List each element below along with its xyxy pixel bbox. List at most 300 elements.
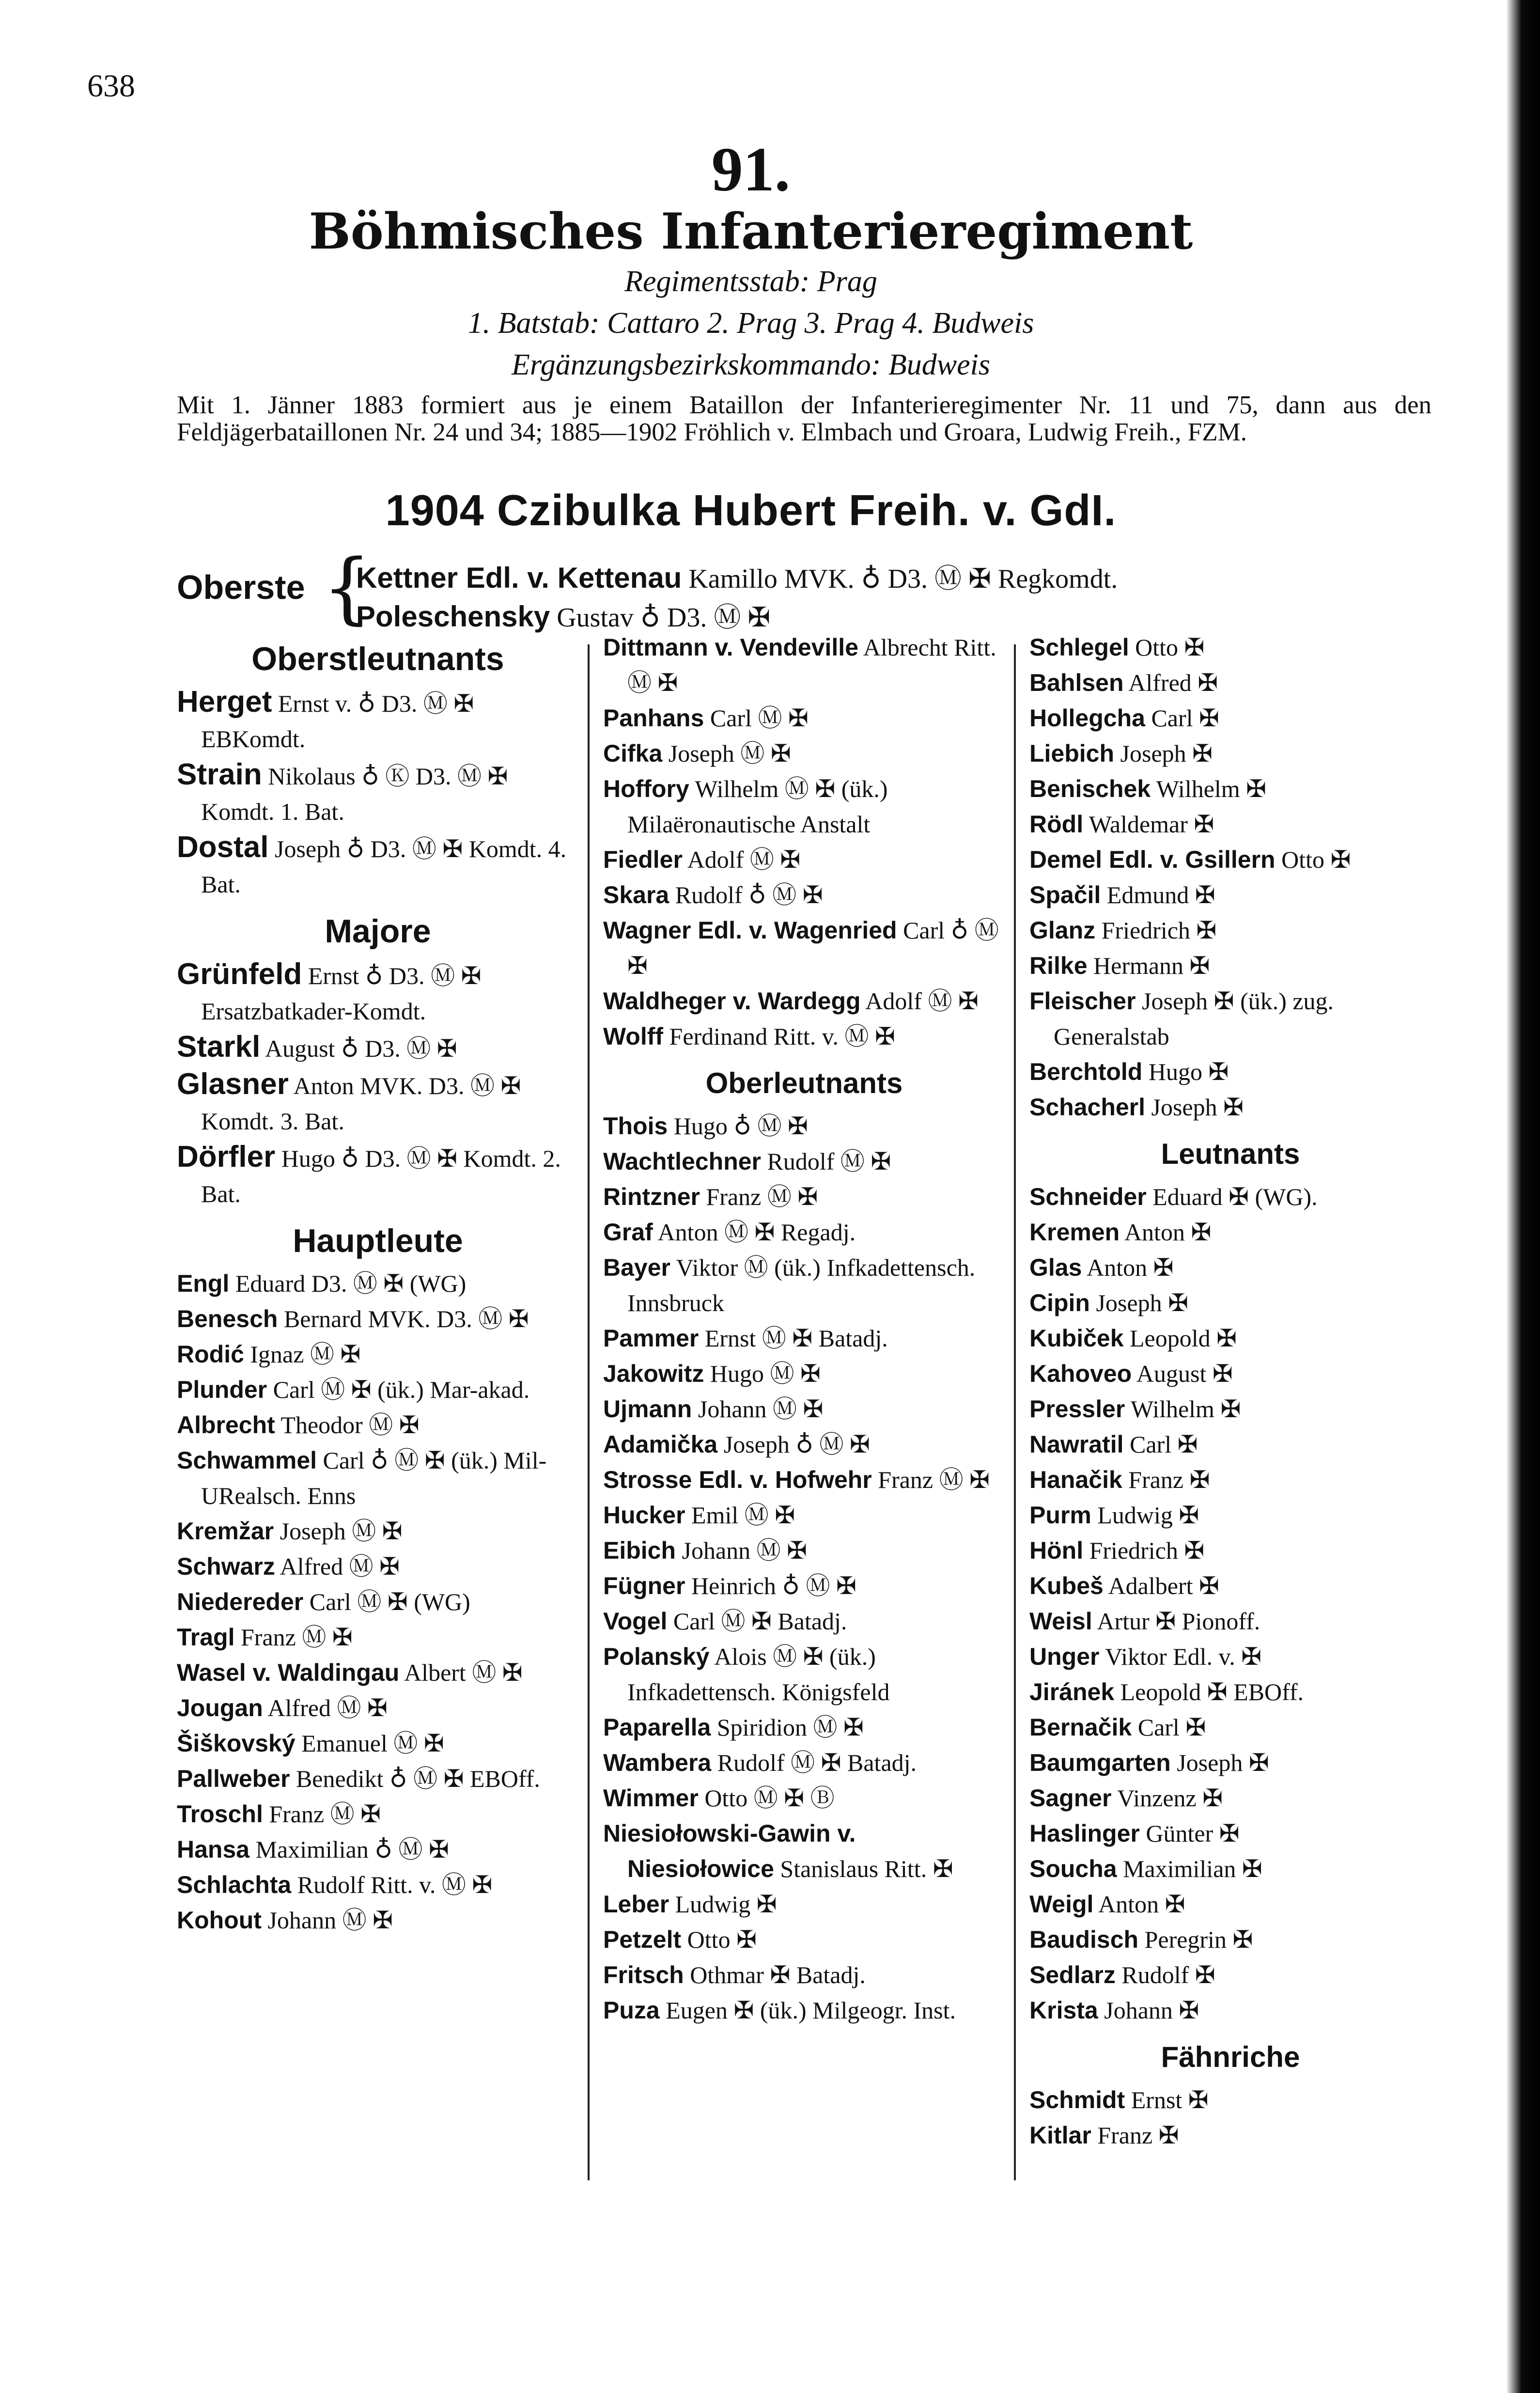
officer-details: Franz ✠ — [1097, 2122, 1179, 2149]
officer-details: Carl ✠ — [1151, 704, 1219, 732]
officer-entry — [1029, 1498, 1431, 1533]
officer-entry — [1029, 736, 1431, 771]
officer-entry — [177, 1139, 579, 1212]
officer-name: Fiedler — [603, 846, 683, 873]
officer-details: Carl Ⓜ ✠ Batadj. — [673, 1608, 847, 1635]
officer-details: Stanislaus Ritt. ✠ — [780, 1855, 953, 1882]
officer-entry — [1029, 1851, 1431, 1887]
officer-details: Carl ♁ Ⓜ ✠ — [627, 917, 999, 979]
officer-details: Anton ✠ — [1124, 1219, 1212, 1246]
brace-glyph: { — [322, 542, 372, 633]
officer-entry — [1029, 877, 1431, 913]
officer-details: Wilhelm ✠ — [1131, 1395, 1241, 1423]
officer-entry — [177, 1337, 579, 1372]
regimentsstab-line: Regimentsstab: Prag — [624, 265, 877, 298]
officer-name: Grünfeld — [177, 957, 302, 991]
roster-column-3 — [1029, 630, 1431, 2153]
officer-name: Leber — [603, 1891, 669, 1918]
officer-entry — [177, 1372, 579, 1408]
officer-entry — [177, 1584, 579, 1620]
officer-details: Hugo Ⓜ ✠ — [710, 1360, 821, 1387]
officer-name: Jougan — [177, 1694, 263, 1721]
officer-name: Kohout — [177, 1907, 262, 1934]
officer-details: August ♁ D3. Ⓜ ✠ — [265, 1035, 457, 1062]
officer-details: Viktor Edl. v. ✠ — [1105, 1643, 1262, 1670]
officer-details: Adolf Ⓜ ✠ — [687, 846, 801, 873]
officer-entry — [1029, 630, 1431, 665]
officer-details: August ✠ — [1136, 1360, 1233, 1387]
officer-name: Berchtold — [1029, 1058, 1143, 1085]
officer-details: Ludwig ✠ — [675, 1891, 777, 1918]
officer-name: Glasner — [177, 1067, 289, 1101]
officer-details: Carl ✠ — [1137, 1714, 1206, 1741]
officer-name: Ujmann — [603, 1395, 692, 1423]
officer-entry — [1029, 1887, 1431, 1922]
officer-name: Thois — [603, 1112, 668, 1140]
officer-details: Franz Ⓜ ✠ — [878, 1466, 990, 1493]
officer-details: Othmar ✠ Batadj. — [690, 1961, 866, 1988]
officer-details: Otto ✠ — [1135, 634, 1205, 661]
officer-name: Bernačik — [1029, 1714, 1132, 1741]
officer-details: Artur ✠ Pionoff. — [1097, 1608, 1260, 1635]
officer-name: Krista — [1029, 1997, 1098, 2024]
officer-details: Joseph ✠ — [1096, 1289, 1188, 1316]
officer-entry — [177, 1620, 579, 1655]
officer-entry — [1029, 1816, 1431, 1851]
officer-name: Baudisch — [1029, 1926, 1139, 1953]
officer-details: Joseph Ⓜ ✠ — [280, 1517, 403, 1545]
officer-name: Hanačik — [1029, 1466, 1122, 1493]
officer-name: Wolff — [603, 1023, 664, 1050]
officer-entry — [603, 1392, 1005, 1427]
officer-name: Wimmer — [603, 1784, 699, 1812]
officer-entry — [1029, 1215, 1431, 1250]
officer-entry — [1029, 701, 1431, 736]
oberst-details: Gustav ♁ D3. Ⓜ ✠ — [557, 603, 771, 633]
officer-name: Schlegel — [1029, 634, 1129, 661]
officer-entry — [1029, 1922, 1431, 1957]
officer-name: Rilke — [1029, 952, 1088, 979]
officer-entry — [1029, 1250, 1431, 1285]
officer-name: Dostal — [177, 830, 269, 864]
regiment-number: 91. — [711, 135, 791, 204]
officer-entry — [603, 1109, 1005, 1144]
batstab-line: 1. Batstab: Cattaro 2. Prag 3. Prag 4. Budweis — [467, 307, 1034, 340]
officer-name: Hansa — [177, 1836, 250, 1863]
officer-entry — [603, 877, 1005, 913]
officer-details: Waldemar ✠ — [1089, 811, 1214, 838]
regiment-history: Mit 1. Jänner 1883 formiert aus je einem Bataillon der Infanterieregimenter Nr. 11 und 75, dann aus den Feldjägerbataillonen Nr. 24 und 34; 1885—1902 Fröhlich v. Elmbach und Groara, Ludwig Freih., FZM. — [177, 391, 1431, 446]
officer-entry — [1029, 1427, 1431, 1462]
officer-name: Benischek — [1029, 775, 1151, 802]
officer-details: Wilhelm Ⓜ ✠ (ük.) Milaëronautische Anstalt — [627, 775, 888, 838]
officer-entry — [177, 1761, 579, 1797]
officer-name: Eibich — [603, 1537, 676, 1564]
officer-entry — [603, 913, 1005, 984]
officer-name: Pammer — [603, 1325, 699, 1352]
officer-name: Albrecht — [177, 1411, 275, 1439]
officer-details: Carl ♁ Ⓜ ✠ (ük.) Mil-URealsch. Enns — [201, 1447, 547, 1509]
officer-entry — [1029, 984, 1431, 1054]
officer-details: Friedrich ✠ — [1089, 1537, 1205, 1564]
rank-heading: Hauptleute — [293, 1222, 463, 1259]
officer-name: Niesiołowski-Gawin v. Niesiołowice — [603, 1820, 856, 1882]
officer-details: Hermann ✠ — [1093, 952, 1210, 979]
officer-name: Unger — [1029, 1643, 1100, 1670]
officer-entry — [177, 1029, 579, 1066]
officer-details: Emil Ⓜ ✠ — [691, 1501, 795, 1529]
officer-entry — [177, 1443, 579, 1514]
officer-entry — [1029, 1179, 1431, 1215]
officer-entry — [603, 736, 1005, 771]
officer-details: Spiridion Ⓜ ✠ — [716, 1714, 864, 1741]
oberst-entry — [356, 596, 770, 635]
officer-name: Schacherl — [1029, 1094, 1146, 1121]
officer-entry — [603, 1639, 1005, 1710]
officer-name: Graf — [603, 1219, 653, 1246]
officer-name: Wambera — [603, 1749, 712, 1776]
officer-entry — [177, 1655, 579, 1690]
officer-entry — [603, 630, 1005, 701]
officer-details: Rudolf ♁ Ⓜ ✠ — [675, 881, 823, 908]
officer-entry — [1029, 913, 1431, 948]
officer-name: Plunder — [177, 1376, 267, 1403]
officer-name: Sedlarz — [1029, 1961, 1116, 1988]
officer-details: Joseph ✠ — [1120, 740, 1213, 767]
officer-name: Dittmann v. Vendeville — [603, 634, 859, 661]
officer-entry — [603, 1498, 1005, 1533]
officer-details: Rudolf Ⓜ ✠ — [767, 1148, 891, 1175]
officer-details: Carl Ⓜ ✠ (WG) — [309, 1588, 470, 1615]
officer-details: Joseph ✠ — [1177, 1749, 1269, 1776]
officer-entry — [177, 1690, 579, 1726]
officer-entry — [1029, 1639, 1431, 1674]
officer-name: Bahlsen — [1029, 669, 1124, 696]
officer-name: Fritsch — [603, 1961, 684, 1988]
officer-name: Kremen — [1029, 1219, 1120, 1246]
officer-name: Hollegcha — [1029, 704, 1145, 732]
officer-entry — [603, 842, 1005, 877]
officer-name: Kubeš — [1029, 1572, 1104, 1599]
officer-entry — [1029, 948, 1431, 984]
officer-details: Rudolf Ⓜ ✠ Batadj. — [717, 1749, 917, 1776]
officer-name: Fleischer — [1029, 987, 1136, 1015]
officer-name: Kremžar — [177, 1517, 274, 1545]
officer-entry — [177, 684, 579, 757]
column-divider — [588, 644, 590, 2180]
officer-name: Adamička — [603, 1431, 718, 1458]
officer-details: Albrecht Ritt. Ⓜ ✠ — [627, 634, 996, 696]
officer-details: Johann Ⓜ ✠ — [682, 1537, 808, 1564]
officer-details: Joseph Ⓜ ✠ — [668, 740, 791, 767]
officer-name: Paparella — [603, 1714, 711, 1741]
officer-details: Adolf Ⓜ ✠ — [865, 987, 979, 1015]
regiment-inhaber: 1904 Czibulka Hubert Freih. v. GdI. — [385, 486, 1117, 535]
officer-name: Rodić — [177, 1341, 244, 1368]
officer-details: Johann Ⓜ ✠ — [698, 1395, 824, 1423]
officer-name: Kitlar — [1029, 2122, 1091, 2149]
officer-name: Wagner Edl. v. Wagenried — [603, 917, 897, 944]
officer-entry — [603, 1250, 1005, 1321]
officer-entry — [1029, 1090, 1431, 1125]
officer-entry — [603, 701, 1005, 736]
officer-entry — [1029, 1285, 1431, 1321]
officer-name: Rödl — [1029, 811, 1084, 838]
officer-details: Ignaz Ⓜ ✠ — [250, 1341, 361, 1368]
officer-entry — [1029, 665, 1431, 701]
officer-entry — [177, 1514, 579, 1549]
officer-name: Starkl — [177, 1030, 261, 1064]
officer-entry — [177, 1832, 579, 1867]
officer-entry — [603, 1922, 1005, 1957]
officer-name: Haslinger — [1029, 1820, 1140, 1847]
officer-details: Otto ✠ — [1281, 846, 1351, 873]
officer-entry — [603, 1144, 1005, 1179]
rank-heading: Majore — [325, 913, 431, 950]
officer-entry — [1029, 842, 1431, 877]
officer-entry — [1029, 1710, 1431, 1745]
officer-details: Ferdinand Ritt. v. Ⓜ ✠ — [669, 1023, 895, 1050]
officer-entry — [603, 1710, 1005, 1745]
officer-details: Eduard D3. Ⓜ ✠ (WG) — [235, 1270, 467, 1297]
officer-name: Wachtlechner — [603, 1148, 762, 1175]
officer-entry — [1029, 2082, 1431, 2118]
officer-entry — [1029, 1957, 1431, 1993]
page-number: 638 — [87, 68, 135, 104]
officer-entry — [1029, 1462, 1431, 1498]
officer-details: Joseph ♁ D3. Ⓜ ✠ Komdt. 4. Bat. — [201, 835, 567, 898]
officer-details: Bernard MVK. D3. Ⓜ ✠ — [283, 1305, 529, 1332]
officer-entry — [1029, 1568, 1431, 1604]
officer-entry — [1029, 1054, 1431, 1090]
officer-entry — [603, 1604, 1005, 1639]
officer-name: Jakowitz — [603, 1360, 704, 1387]
officer-details: Nikolaus ♁ Ⓚ D3. Ⓜ ✠ Komdt. 1. Bat. — [201, 763, 508, 825]
officer-details: Theodor Ⓜ ✠ — [280, 1411, 420, 1439]
officer-entry — [177, 1867, 579, 1903]
officer-name: Soucha — [1029, 1855, 1117, 1882]
officer-details: Joseph ♁ Ⓜ ✠ — [723, 1431, 870, 1458]
officer-details: Franz Ⓜ ✠ — [240, 1624, 353, 1651]
roster-column-1 — [177, 630, 579, 1938]
officer-entry — [1029, 1781, 1431, 1816]
officer-entry — [177, 757, 579, 829]
officer-details: Anton Ⓜ ✠ Regadj. — [657, 1219, 856, 1246]
officer-details: Ernst v. ♁ D3. Ⓜ ✠ EBKomdt. — [201, 690, 474, 752]
officer-name: Cifka — [603, 740, 663, 767]
officer-entry — [603, 1215, 1005, 1250]
officer-name: Herget — [177, 685, 272, 719]
rank-heading: Oberstleutnants — [251, 641, 504, 677]
officer-name: Waldheger v. Wardegg — [603, 987, 861, 1015]
officer-entry — [603, 1957, 1005, 1993]
officer-name: Petzelt — [603, 1926, 682, 1953]
officer-name: Jiránek — [1029, 1678, 1115, 1705]
officer-details: Hugo ♁ Ⓜ ✠ — [673, 1112, 808, 1140]
officer-name: Schwarz — [177, 1553, 275, 1580]
officer-details: Joseph ✠ (ük.) zug. Generalstab — [1054, 987, 1334, 1050]
officer-details: Rudolf Ritt. v. Ⓜ ✠ — [297, 1871, 493, 1898]
officer-entry — [603, 1179, 1005, 1215]
officer-name: Wasel v. Waldingau — [177, 1659, 400, 1686]
officer-name: Schneider — [1029, 1183, 1147, 1210]
officer-entry — [1029, 1533, 1431, 1568]
officer-details: Heinrich ♁ Ⓜ ✠ — [691, 1572, 856, 1599]
officer-entry — [603, 1533, 1005, 1568]
officer-details: Benedikt ♁ Ⓜ ✠ EBOff. — [296, 1765, 540, 1792]
officer-entry — [603, 1993, 1005, 2028]
officer-name: Panhans — [603, 704, 704, 732]
officer-details: Franz Ⓜ ✠ — [706, 1183, 818, 1210]
officer-name: Glas — [1029, 1254, 1082, 1281]
officer-entry — [603, 771, 1005, 842]
officer-details: Emanuel Ⓜ ✠ — [301, 1730, 444, 1757]
oberste-label: Oberste — [177, 568, 305, 606]
officer-details: Franz ✠ — [1128, 1466, 1210, 1493]
scan-edge-shadow — [1506, 0, 1540, 2393]
officer-details: Ernst ✠ — [1131, 2086, 1209, 2113]
officer-details: Anton ✠ — [1098, 1891, 1185, 1918]
officer-entry — [603, 1019, 1005, 1054]
officer-details: Alois Ⓜ ✠ (ük.) Infkadettensch. Königsfeld — [627, 1643, 890, 1705]
officer-name: Pressler — [1029, 1395, 1125, 1423]
officer-details: Adalbert ✠ — [1108, 1572, 1219, 1599]
officer-details: Franz Ⓜ ✠ — [269, 1800, 381, 1828]
column-divider — [1014, 644, 1016, 2180]
officer-name: Weisl — [1029, 1608, 1092, 1635]
officer-details: Otto ✠ — [687, 1926, 757, 1953]
officer-entry — [603, 1887, 1005, 1922]
oberst-entry — [356, 557, 1118, 596]
officer-entry — [603, 1462, 1005, 1498]
officer-name: Benesch — [177, 1305, 278, 1332]
officer-name: Cipin — [1029, 1289, 1090, 1316]
officer-name: Tragl — [177, 1624, 235, 1651]
officer-entry — [177, 829, 579, 902]
officer-details: Anton MVK. D3. Ⓜ ✠ Komdt. 3. Bat. — [201, 1072, 521, 1135]
officer-name: Schlachta — [177, 1871, 292, 1898]
officer-name: Kubiček — [1029, 1325, 1124, 1352]
regiment-name: Böhmisches Infanterieregiment — [309, 203, 1193, 261]
officer-details: Carl ✠ — [1130, 1431, 1198, 1458]
officer-entry — [177, 1066, 579, 1139]
officer-name: Baumgarten — [1029, 1749, 1171, 1776]
officer-details: Johann Ⓜ ✠ — [267, 1907, 393, 1934]
officer-name: Liebich — [1029, 740, 1115, 767]
officer-details: Maximilian ♁ Ⓜ ✠ — [255, 1836, 449, 1863]
officer-details: Peregrin ✠ — [1144, 1926, 1253, 1953]
officer-entry — [603, 1816, 1005, 1887]
officer-details: Friedrich ✠ — [1101, 917, 1217, 944]
officer-details: Hugo ♁ D3. Ⓜ ✠ Komdt. 2. Bat. — [201, 1145, 561, 1207]
ergaenzungsbezirk-line: Ergänzungsbezirkskommando: Budweis — [512, 348, 990, 381]
officer-name: Schmidt — [1029, 2086, 1125, 2113]
officer-entry — [603, 1568, 1005, 1604]
officer-details: Otto Ⓜ ✠ Ⓑ — [704, 1784, 835, 1812]
officer-entry — [603, 1356, 1005, 1392]
officer-name: Rintzner — [603, 1183, 700, 1210]
officer-entry — [1029, 1745, 1431, 1781]
officer-details: Ludwig ✠ — [1097, 1501, 1199, 1529]
officer-entry — [177, 1549, 579, 1584]
officer-name: Pallweber — [177, 1765, 290, 1792]
officer-entry — [177, 1726, 579, 1761]
officer-name: Purm — [1029, 1501, 1091, 1529]
officer-name: Puza — [603, 1997, 660, 2024]
officer-details: Hugo ✠ — [1148, 1058, 1229, 1085]
officer-details: Viktor Ⓜ (ük.) Infkadettensch. Innsbruck — [627, 1254, 976, 1316]
officer-name: Strosse Edl. v. Hofwehr — [603, 1466, 872, 1493]
officer-details: Edmund ✠ — [1106, 881, 1215, 908]
officer-details: Anton ✠ — [1087, 1254, 1174, 1281]
officer-entry — [177, 1903, 579, 1938]
officer-details: Alfred Ⓜ ✠ — [280, 1553, 400, 1580]
oberst-details: Kamillo MVK. ♁ D3. Ⓜ ✠ Regkomdt. — [688, 564, 1118, 594]
officer-name: Weigl — [1029, 1891, 1094, 1918]
officer-details: Eugen ✠ (ük.) Milgeogr. Inst. — [666, 1997, 956, 2024]
officer-entry — [177, 1797, 579, 1832]
officer-entry — [603, 1745, 1005, 1781]
officer-details: Eduard ✠ (WG). — [1152, 1183, 1318, 1210]
officer-details: Albert Ⓜ ✠ — [404, 1659, 523, 1686]
officer-details: Leopold ✠ — [1130, 1325, 1237, 1352]
officer-name: Bayer — [603, 1254, 670, 1281]
officer-name: Schwammel — [177, 1447, 317, 1474]
officer-entry — [1029, 1392, 1431, 1427]
officer-details: Günter ✠ — [1146, 1820, 1240, 1847]
officer-name: Hucker — [603, 1501, 685, 1529]
officer-name: Dörfler — [177, 1140, 276, 1173]
officer-name: Glanz — [1029, 917, 1096, 944]
roster-column-2 — [603, 630, 1005, 2028]
rank-heading: Oberleutnants — [705, 1067, 903, 1099]
officer-name: Demel Edl. v. Gsillern — [1029, 846, 1276, 873]
officer-name: Kahoveo — [1029, 1360, 1132, 1387]
officer-name: Fügner — [603, 1572, 685, 1599]
officer-details: Ernst ♁ D3. Ⓜ ✠ Ersatzbatkader-Komdt. — [201, 962, 482, 1025]
officer-details: Wilhelm ✠ — [1156, 775, 1267, 802]
officer-details: Johann ✠ — [1104, 1997, 1199, 2024]
rank-heading: Fähnriche — [1161, 2041, 1300, 2073]
officer-entry — [177, 1408, 579, 1443]
officer-name: Nawratil — [1029, 1431, 1124, 1458]
officer-entry — [1029, 2118, 1431, 2153]
officer-details: Carl Ⓜ ✠ — [710, 704, 809, 732]
officer-details: Ernst Ⓜ ✠ Batadj. — [704, 1325, 888, 1352]
officer-details: Alfred ✠ — [1128, 669, 1218, 696]
officer-name: Skara — [603, 881, 669, 908]
oberst-name: Poleschensky — [356, 600, 550, 633]
officer-entry — [1029, 771, 1431, 807]
officer-entry — [603, 1427, 1005, 1462]
oberst-name: Kettner Edl. v. Kettenau — [356, 562, 682, 594]
officer-details: Alfred Ⓜ ✠ — [267, 1694, 388, 1721]
officer-name: Hönl — [1029, 1537, 1084, 1564]
officer-details: Vinzenz ✠ — [1117, 1784, 1223, 1812]
officer-entry — [603, 1781, 1005, 1816]
officer-entry — [1029, 1604, 1431, 1639]
officer-entry — [1029, 1356, 1431, 1392]
officer-name: Šiškovský — [177, 1730, 296, 1757]
officer-details: Joseph ✠ — [1151, 1094, 1244, 1121]
officer-name: Engl — [177, 1270, 230, 1297]
officer-entry — [1029, 1993, 1431, 2028]
officer-name: Sagner — [1029, 1784, 1112, 1812]
officer-entry — [177, 1266, 579, 1301]
officer-name: Vogel — [603, 1608, 668, 1635]
officer-entry — [177, 1301, 579, 1337]
officer-name: Polanský — [603, 1643, 710, 1670]
